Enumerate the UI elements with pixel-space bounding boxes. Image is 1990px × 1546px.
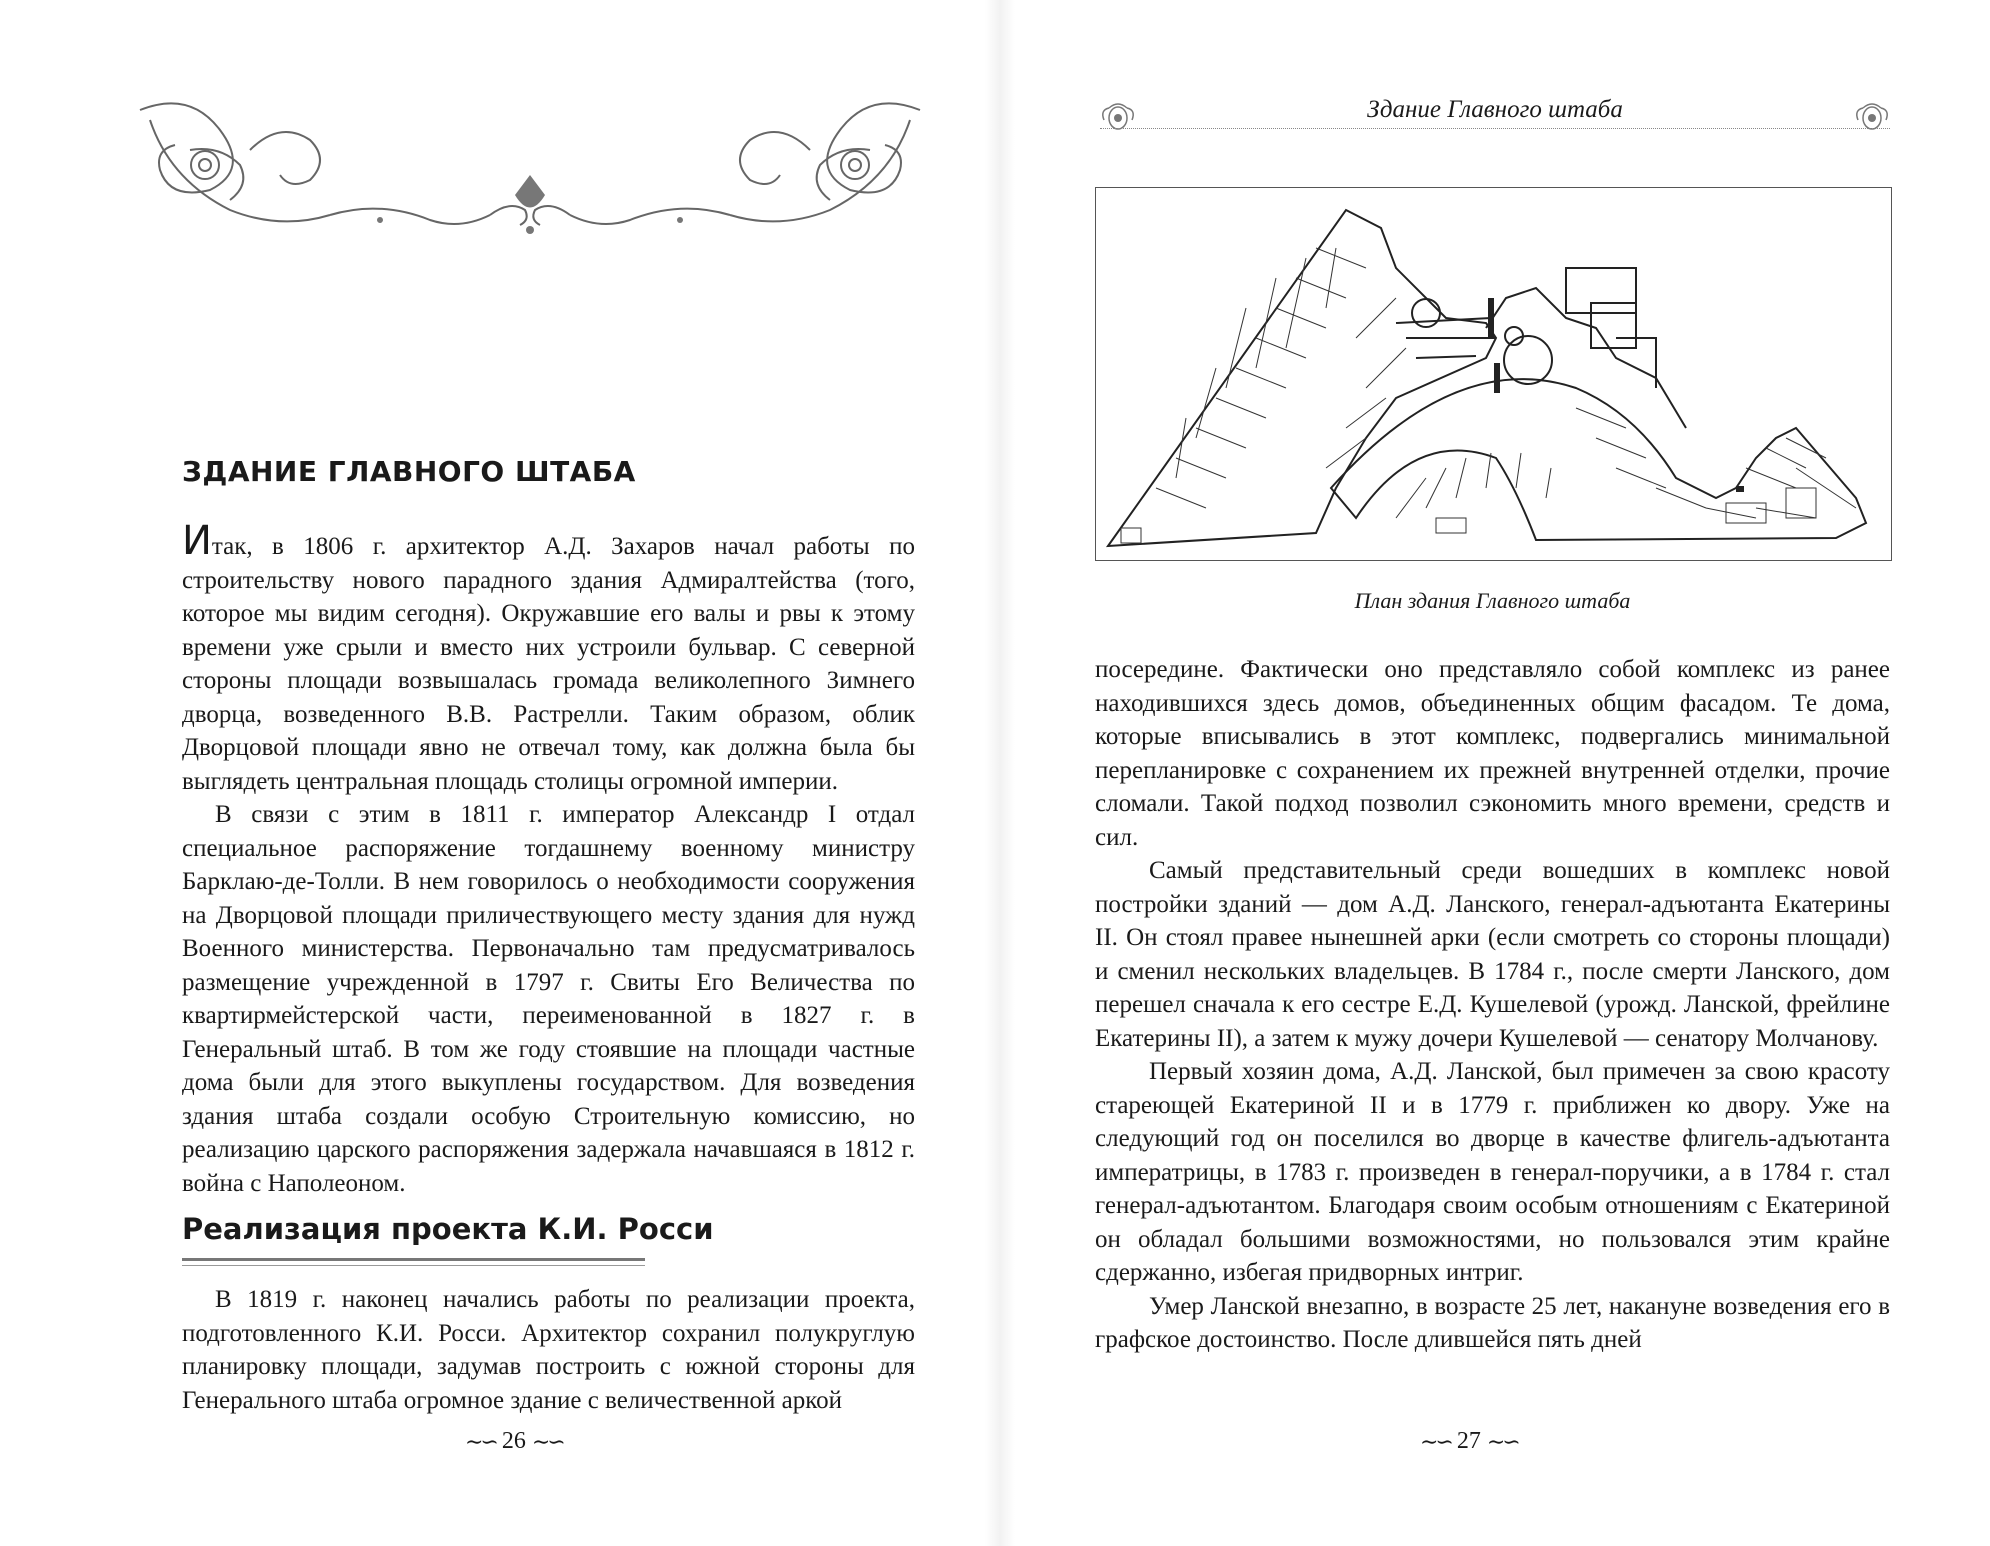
crest-icon <box>1854 98 1890 134</box>
swash-ornament-icon: ∼∽ <box>1486 1428 1518 1454</box>
intro-paragraph <box>182 518 915 798</box>
page-number-right <box>1420 1428 1518 1455</box>
subsection-underline <box>182 1258 645 1266</box>
right-page <box>1000 0 1990 1546</box>
floral-ornament-banner <box>130 90 930 240</box>
paragraph: В 1819 г. наконец начались работы по реализации проекта, подготовленного К.И. Росси. Архитектор сохранил полукруглую планировку площади, задумав построить с южной стороны для Генерального штаба огромное здание с величественной аркой <box>182 1286 915 1414</box>
running-header-bar <box>1100 90 1890 140</box>
floor-plan-drawing <box>1096 188 1891 560</box>
left-text-block-2 <box>182 1283 915 1417</box>
paragraph: Самый представительный среди вошедших в комплекс новой постройки зданий — дом А.Д. Ланского, генерал-адъютанта Екатерины II. Он стоял правее нынешней арки (если смотреть со стороны площади) и сменил нескольких владельцев. В 1784 г., после смерти Ланского, дом перешел сначала к его сестре Е.Д. Кушелевой (урожд. Ланской, фрейлине Екатерины II), а затем к мужу дочери Кушелевой — сенатору Молчанову. <box>1095 857 1890 1052</box>
paragraph: Умер Ланской внезапно, в возрасте 25 лет, накануне возведения его в графское достоинство. После длившейся пять дней <box>1095 1292 1890 1353</box>
drop-cap: И <box>182 518 212 564</box>
subsection-title: Реализация проекта К.И. Росси <box>182 1212 714 1246</box>
page-number-value: 27 <box>1456 1428 1481 1454</box>
page-number-value: 26 <box>501 1428 526 1454</box>
left-text-block <box>182 518 915 1200</box>
figure-caption: План здания Главного штаба <box>1354 588 1631 613</box>
page-number-left <box>465 1428 563 1455</box>
paragraph: посередине. Фактически оно представляло собой комплекс из ранее находившихся здесь домов, объединенных общим фасадом. Те дома, которые вписывались в этот комплекс, подвергались минимальной перепланировке с сохранением их прежней внутренней отделки, прочие сломали. Такой подход позволил сэкономить много времени, средств и сил. <box>1095 656 1890 851</box>
swash-ornament-icon: ∼∽ <box>1420 1428 1451 1454</box>
header-dotted-rule <box>1100 128 1890 129</box>
swash-ornament-icon: ∼∽ <box>531 1428 563 1454</box>
paragraph: Первый хозяин дома, А.Д. Ланской, был примечен за свою красоту стареющей Екатериной II и в 1779 г. приближен ко двору. Уже на следующий год он поселился во дворце в качестве флигель-адъютанта императрицы, в 1783 г. произведен в генерал-поручики, а в 1784 г. стал генерал-адъютантом. Благодаря своим особым отношениям с Екатериной он обладал большими возможностями, но пользовался этим крайне сдержанно, избегая придворных интриг. <box>1095 1058 1890 1286</box>
paragraph: В связи с этим в 1811 г. император Александр I отдал специальное распоряжение тогдашнему военному министру Барклаю-де-Толли. В нем говорилось о необходимости сооружения на Дворцовой площади приличествующего месту здания для нужд Военного министерства. Первоначально там предусматривалось размещение учрежденной в 1797 г. Свиты Его Величества по квартирмейстерской части, переименованной в 1827 г. в Генеральный штаб. В том же году стоявшие на площади частные дома были для этого выкуплены государством. Для возведения здания штаба создали особую Строительную комиссию, но реализацию царского распоряжения задержала начавшаяся в 1812 г. война с Наполеоном. <box>182 801 915 1197</box>
section-title: ЗДАНИЕ ГЛАВНОГО ШТАБА <box>182 455 636 488</box>
intro-text: так, в 1806 г. архитектор А.Д. Захаров начал работы по строительству нового парадного здания Адмиралтейства (того, которое мы видим сегодня). Окружавшие его валы и рвы к этому времени уже срыли и вместо них устроили бульвар. С северной стороны площади возвышалась громада великолепного Зимнего дворца, возведенного В.В. Растрелли. Таким образом, облик Дворцовой площади явно не отвечал тому, как должна была бы выглядеть центральная площадь столицы огромной империи. <box>182 533 915 795</box>
floor-plan-figure <box>1095 187 1892 561</box>
running-header: Здание Главного штаба <box>1367 96 1623 123</box>
right-text-block <box>1095 653 1890 1357</box>
swash-ornament-icon: ∼∽ <box>465 1428 496 1454</box>
